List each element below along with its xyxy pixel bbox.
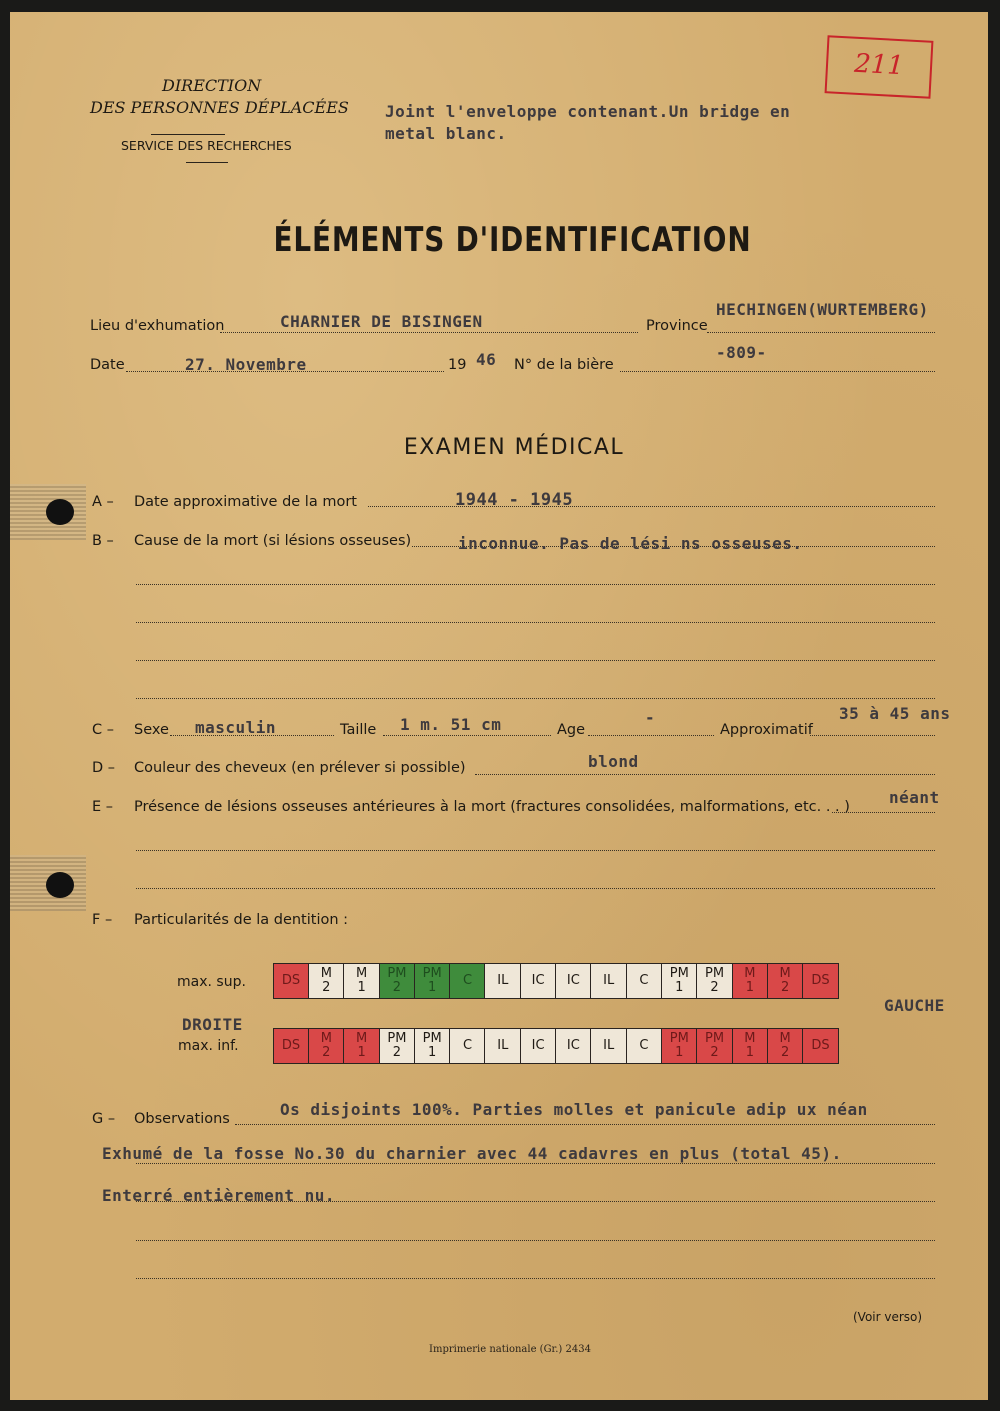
tooth-code: PM xyxy=(705,966,725,981)
b-label: Cause de la mort (si lésions osseuses) xyxy=(134,533,412,549)
tooth-code: IL xyxy=(497,1038,509,1053)
biere-label: N° de la bière xyxy=(514,357,614,373)
f-label: Particularités de la dentition : xyxy=(134,912,349,928)
droite-label: DROITE xyxy=(182,1015,243,1034)
g-line-1: Os disjoints 100%. Parties molles et panicule adip ux néan xyxy=(280,1100,868,1119)
e-value: néant xyxy=(889,788,940,807)
tooth-number: 2 xyxy=(392,1045,402,1060)
sexe-label: Sexe xyxy=(134,722,169,738)
service-underline xyxy=(186,162,228,163)
tooth-code: M xyxy=(779,1031,791,1046)
approx-value: 35 à 45 ans xyxy=(839,704,951,723)
tooth-number: 2 xyxy=(710,1045,719,1060)
upper-tooth-cell xyxy=(590,963,627,999)
b-blank-line-1 xyxy=(136,584,935,585)
tooth-number: 2 xyxy=(322,980,331,995)
tooth-code: PM xyxy=(669,966,689,981)
tooth-number: 2 xyxy=(322,1045,331,1060)
tooth-number: 2 xyxy=(781,1045,790,1060)
tooth-code: PM xyxy=(387,1031,407,1046)
medical-heading: EXAMEN MÉDICAL xyxy=(403,435,625,460)
tooth-code: M xyxy=(744,966,756,981)
e-blank-line-2 xyxy=(136,888,935,889)
tooth-number: 1 xyxy=(428,1045,437,1060)
tooth-number: 2 xyxy=(392,980,402,995)
tooth-code: IL xyxy=(603,973,615,988)
tooth-number: 1 xyxy=(675,1045,684,1060)
lower-tooth-cell xyxy=(414,1028,451,1064)
tooth-code: DS xyxy=(811,1038,830,1053)
upper-tooth-cell xyxy=(520,963,557,999)
g-label: Observations xyxy=(134,1111,230,1127)
d-value: blond xyxy=(588,752,639,771)
biere-dots xyxy=(620,371,935,372)
approx-label: Approximatif xyxy=(720,722,813,738)
b-blank-line-3 xyxy=(136,660,935,661)
max-sup-label: max. sup. xyxy=(177,974,246,990)
page-title: ÉLÉMENTS D'IDENTIFICATION xyxy=(273,220,752,260)
upper-tooth-cell xyxy=(273,963,310,999)
lieu-label: Lieu d'exhumation xyxy=(90,318,225,334)
lower-tooth-cell xyxy=(308,1028,345,1064)
form-page xyxy=(10,12,988,1400)
c-letter: C – xyxy=(92,722,114,738)
lower-tooth-cell xyxy=(626,1028,663,1064)
b-blank-line-2 xyxy=(136,622,935,623)
tooth-number: 1 xyxy=(428,980,437,995)
gauche-label: GAUCHE xyxy=(884,996,945,1015)
date-label: Date xyxy=(90,357,125,373)
lower-tooth-cell xyxy=(767,1028,804,1064)
tooth-number: 1 xyxy=(745,980,754,995)
lieu-dots xyxy=(220,332,638,333)
d-letter: D – xyxy=(92,760,116,776)
lower-tooth-cell xyxy=(343,1028,380,1064)
file-number-stamp xyxy=(825,35,934,98)
tooth-code: DS xyxy=(281,1038,301,1053)
tooth-number: 1 xyxy=(675,980,684,995)
file-number: 211 xyxy=(853,48,905,82)
upper-tooth-cell xyxy=(484,963,521,999)
g-dots-5 xyxy=(136,1278,935,1279)
upper-tooth-cell xyxy=(414,963,451,999)
year-prefix: 19 xyxy=(448,357,467,373)
d-label: Couleur des cheveux (en prélever si possible) xyxy=(134,760,466,776)
tooth-code: DS xyxy=(281,973,301,988)
typed-note-line-1: Joint l'enveloppe contenant.Un bridge en xyxy=(385,102,791,121)
g-letter: G – xyxy=(92,1111,116,1127)
tooth-code: M xyxy=(320,966,332,981)
e-blank-line-1 xyxy=(136,850,935,851)
tooth-number: 1 xyxy=(357,980,366,995)
tooth-code: C xyxy=(462,1038,473,1053)
upper-tooth-cell xyxy=(661,963,698,999)
tooth-code: M xyxy=(355,1031,368,1046)
sexe-value: masculin xyxy=(195,718,277,737)
upper-tooth-cell xyxy=(555,963,592,999)
province-dots xyxy=(707,332,935,333)
lower-tooth-cell xyxy=(273,1028,310,1064)
lower-tooth-cell xyxy=(520,1028,557,1064)
a-label: Date approximative de la mort xyxy=(134,494,357,510)
approx-dots xyxy=(810,735,935,736)
lower-tooth-cell xyxy=(802,1028,839,1064)
e-letter: E – xyxy=(92,799,114,815)
upper-tooth-cell xyxy=(343,963,380,999)
tooth-code: IC xyxy=(566,973,580,988)
upper-tooth-cell xyxy=(626,963,663,999)
taille-label: Taille xyxy=(340,722,377,738)
lower-tooth-cell xyxy=(732,1028,769,1064)
tooth-code: M xyxy=(779,966,791,981)
age-dots xyxy=(588,735,714,736)
tooth-number: 1 xyxy=(357,1045,366,1060)
voir-verso: (Voir verso) xyxy=(853,1310,923,1324)
lower-tooth-cell xyxy=(696,1028,733,1064)
punch-hole-top xyxy=(46,499,74,525)
taille-value: 1 m. 51 cm xyxy=(400,715,502,734)
e-dots xyxy=(832,812,935,813)
tooth-code: IC xyxy=(531,1038,545,1053)
tooth-code: IC xyxy=(531,973,545,988)
max-inf-label: max. inf. xyxy=(178,1038,239,1054)
tooth-code: PM xyxy=(387,966,407,981)
org-line-2: DES PERSONNES DÉPLACÉES xyxy=(90,98,349,117)
tooth-code: C xyxy=(639,1038,649,1053)
g-dots-2 xyxy=(136,1163,935,1164)
upper-tooth-cell xyxy=(379,963,416,999)
lower-tooth-cell xyxy=(661,1028,698,1064)
lower-tooth-cell xyxy=(484,1028,521,1064)
taille-dots xyxy=(383,735,551,736)
year-value: 46 xyxy=(476,350,497,369)
upper-tooth-cell xyxy=(449,963,486,999)
imprint: Imprimerie nationale (Gr.) 2434 xyxy=(429,1344,591,1355)
tooth-code: IL xyxy=(497,973,509,988)
tooth-code: PM xyxy=(422,1031,442,1046)
upper-tooth-cell xyxy=(732,963,769,999)
tooth-code: C xyxy=(639,973,649,988)
g-dots-4 xyxy=(136,1240,935,1241)
lower-tooth-cell xyxy=(555,1028,592,1064)
punch-hole-bottom xyxy=(46,872,74,898)
service-name: SERVICE DES RECHERCHES xyxy=(121,138,292,153)
g-dots-1 xyxy=(235,1124,935,1125)
tooth-code: IC xyxy=(566,1038,580,1053)
upper-tooth-cell xyxy=(696,963,733,999)
b-blank-line-4 xyxy=(136,698,935,699)
b-letter: B – xyxy=(92,533,114,549)
org-line-1: DIRECTION xyxy=(162,76,262,95)
b-value: inconnue. Pas de lési ns osseuses. xyxy=(458,534,803,553)
lower-tooth-cell xyxy=(449,1028,486,1064)
e-label: Présence de lésions osseuses antérieures à la mort (fractures consolidées, malformations, etc. . . ) xyxy=(134,799,850,815)
tooth-number: 2 xyxy=(781,980,790,995)
date-value: 27. Novembre xyxy=(185,355,307,374)
tooth-code: PM xyxy=(422,966,442,981)
tooth-code: M xyxy=(355,966,368,981)
biere-value: -809- xyxy=(716,343,767,362)
tooth-number: 1 xyxy=(745,1045,754,1060)
g-line-3: Enterré entièrement nu. xyxy=(102,1186,336,1205)
header-divider xyxy=(151,134,225,135)
province-label: Province xyxy=(646,318,708,334)
province-value: HECHINGEN(WURTEMBERG) xyxy=(716,300,929,319)
upper-tooth-cell xyxy=(308,963,345,999)
f-letter: F – xyxy=(92,912,113,928)
tooth-number: 2 xyxy=(710,980,719,995)
tooth-code: M xyxy=(320,1031,332,1046)
tooth-code: IL xyxy=(603,1038,615,1053)
upper-tooth-cell xyxy=(767,963,804,999)
tooth-code: C xyxy=(462,973,473,988)
tooth-code: DS xyxy=(811,973,830,988)
tooth-code: PM xyxy=(705,1031,725,1046)
age-label: Age xyxy=(557,722,586,738)
upper-tooth-cell xyxy=(802,963,839,999)
typed-note-line-2: metal blanc. xyxy=(385,124,507,143)
lower-tooth-cell xyxy=(379,1028,416,1064)
lieu-value: CHARNIER DE BISINGEN xyxy=(280,312,483,331)
upper-teeth-row xyxy=(274,963,839,999)
d-dots xyxy=(475,774,935,775)
a-value: 1944 - 1945 xyxy=(455,490,574,510)
lower-tooth-cell xyxy=(590,1028,627,1064)
tooth-code: PM xyxy=(669,1031,689,1046)
a-letter: A – xyxy=(92,494,114,510)
lower-teeth-row xyxy=(274,1028,839,1064)
g-line-2: Exhumé de la fosse No.30 du charnier avec 44 cadavres en plus (total 45). xyxy=(102,1144,842,1163)
age-value: - xyxy=(645,708,656,727)
tooth-code: M xyxy=(744,1031,756,1046)
a-dots xyxy=(368,506,935,507)
